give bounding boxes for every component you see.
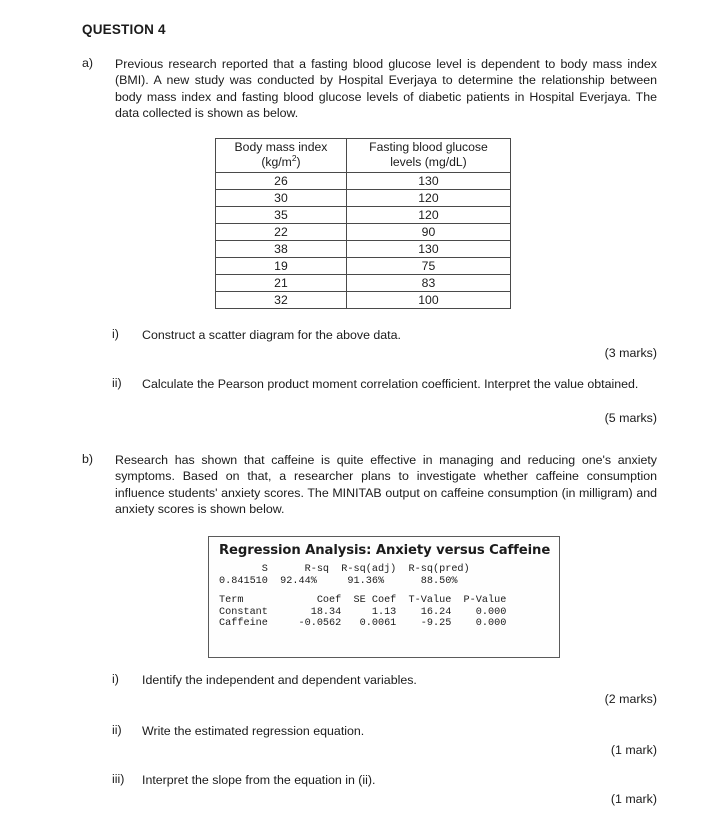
cell-glucose: 83	[346, 275, 510, 292]
table-row	[216, 190, 511, 207]
cell-glucose: 130	[346, 241, 510, 258]
part-a-label: a)	[82, 56, 94, 70]
table-row	[216, 292, 511, 309]
minitab-coefficients-header: Term Coef SE Coef T-Value P-Value	[219, 595, 507, 607]
cell-glucose: 75	[346, 258, 510, 275]
minitab-coefficients-row-caffeine: Caffeine -0.0562 0.0061 -9.25 0.000	[219, 618, 507, 630]
minitab-output-box	[208, 536, 560, 658]
cell-glucose: 100	[346, 292, 510, 309]
item-a-i-text: Construct a scatter diagram for the above data.	[142, 328, 401, 342]
superscript-two: 2	[291, 152, 297, 163]
minitab-model-summary-header: S R-sq R-sq(adj) R-sq(pred)	[219, 564, 470, 575]
part-b-label: b)	[82, 452, 94, 466]
page-title: QUESTION 4	[82, 22, 166, 37]
column-header-glucose	[346, 139, 510, 173]
cell-bmi: 35	[216, 207, 347, 224]
part-b-text: Research has shown that caffeine is quite effective in managing and reducing one's anxiety symptoms. Based on that, a researcher plans to investigate whether caffeine consumption influence students' anxiety scores. The MINITAB output on caffeine consumption (in milligram) and anxiety scores is shown below.	[115, 453, 657, 517]
item-b-i-label: i)	[112, 672, 119, 686]
bmi-glucose-table-wrap	[215, 138, 511, 309]
marks-b-ii: (1 mark)	[610, 743, 657, 757]
cell-bmi: 22	[216, 224, 347, 241]
item-b-ii-label: ii)	[112, 723, 122, 737]
marks-a-ii: (5 marks)	[604, 411, 657, 425]
cell-bmi: 30	[216, 190, 347, 207]
part-b	[82, 452, 657, 518]
item-b-iii-label: iii)	[112, 772, 125, 786]
item-a-ii-text: Calculate the Pearson product moment correlation coefficient. Interpret the value obtained.	[142, 377, 639, 391]
table-header-row	[216, 139, 511, 173]
item-b-i-text: Identify the independent and dependent variables.	[142, 673, 417, 687]
column-header-bmi-line1: Body mass index	[234, 140, 328, 154]
item-b-ii-text: Write the estimated regression equation.	[142, 724, 365, 738]
table-row	[216, 258, 511, 275]
cell-glucose: 130	[346, 173, 510, 190]
part-a	[82, 56, 657, 122]
cell-bmi: 26	[216, 173, 347, 190]
table-row	[216, 207, 511, 224]
item-b-ii	[112, 723, 657, 739]
column-header-bmi-line2: $(kg/m^2)$	[261, 152, 301, 169]
minitab-spacer	[219, 587, 549, 595]
table-row	[216, 173, 511, 190]
marks-a-i: (3 marks)	[604, 346, 657, 360]
item-b-iii-text: Interpret the slope from the equation in (ii).	[142, 773, 376, 787]
item-a-ii-label: ii)	[112, 376, 122, 390]
column-header-bmi	[216, 139, 347, 173]
cell-bmi: 21	[216, 275, 347, 292]
table-row	[216, 224, 511, 241]
minitab-coefficients-row-constant: Constant 18.34 1.13 16.24 0.000	[219, 606, 507, 618]
part-a-text: Previous research reported that a fasting blood glucose level is dependent to body mass index (BMI). A new study was conducted by Hospital Everjaya to determine the relationship between body mass index and fasting blood glucose levels of diabetic patients in Hospital Everjaya. The data collected is shown as below.	[115, 57, 657, 121]
item-b-i	[112, 672, 657, 688]
column-header-glucose-line2: levels (mg/dL)	[390, 155, 467, 169]
minitab-title: Regression Analysis: Anxiety versus Caffeine	[219, 543, 551, 558]
item-a-i	[112, 327, 657, 343]
cell-bmi: 38	[216, 241, 347, 258]
marks-b-i: (2 marks)	[604, 692, 657, 706]
item-a-ii	[112, 376, 657, 392]
item-a-i-label: i)	[112, 327, 119, 341]
cell-glucose: 120	[346, 207, 510, 224]
table-row	[216, 241, 511, 258]
cell-glucose: 120	[346, 190, 510, 207]
table-row	[216, 275, 511, 292]
minitab-model-summary-values: 0.841510 92.44% 91.36% 88.50%	[219, 575, 458, 587]
column-header-glucose-line1: Fasting blood glucose	[369, 140, 488, 154]
cell-bmi: 32	[216, 292, 347, 309]
item-b-iii	[112, 772, 657, 788]
marks-b-iii: (1 mark)	[610, 792, 657, 806]
cell-bmi: 19	[216, 258, 347, 275]
cell-glucose: 90	[346, 224, 510, 241]
bmi-glucose-table	[215, 138, 511, 309]
